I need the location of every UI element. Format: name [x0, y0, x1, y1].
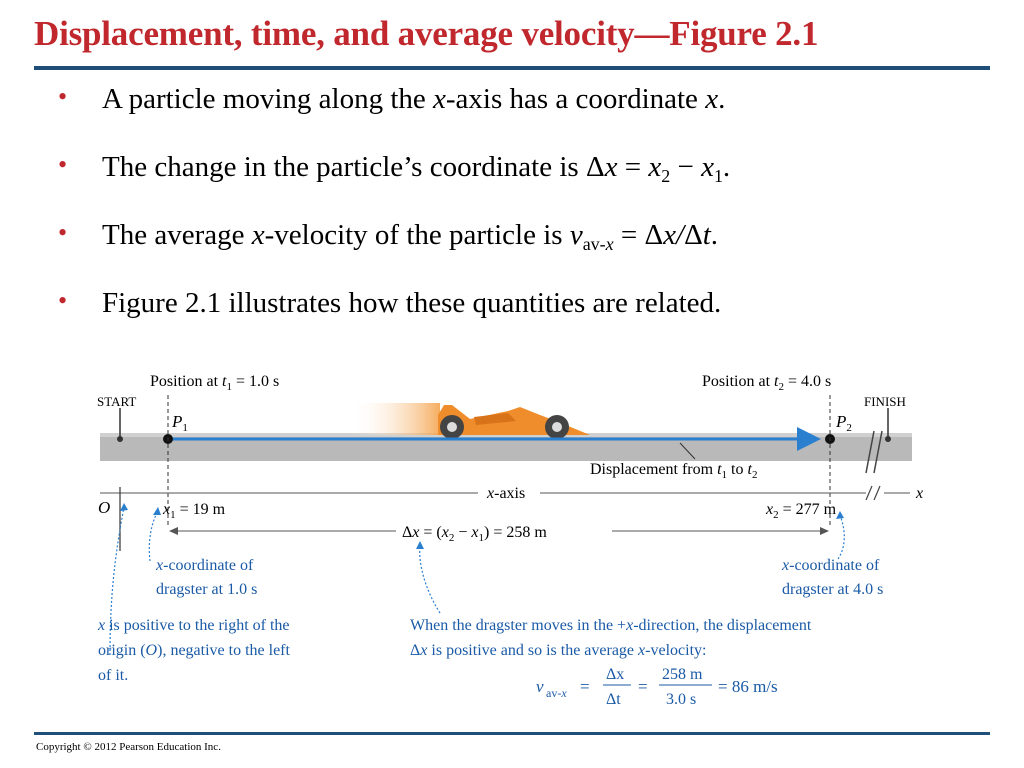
svg-text:3.0 s: 3.0 s [666, 691, 697, 708]
svg-text:=: = [580, 677, 590, 696]
p1-label: $P_1$ [172, 412, 188, 434]
bullet-item: • The change in the particle’s coordinate is $\Delta x = x_2 - x_1$. [58, 150, 731, 186]
finish-label: FINISH [864, 394, 906, 409]
delta-x-label: $\Delta x = (x_2 - x_1) = 258$ m [402, 524, 547, 544]
x-axis-end-label: x [916, 485, 924, 502]
note-x2-coordinate: x-coordinate of dragster at 4.0 s [782, 557, 884, 598]
bullet-item: • A particle moving along the x-axis has a coordinate x. [58, 82, 726, 115]
figure-2-1 [0, 355, 1024, 725]
svg-text:av-x: av-x [546, 686, 567, 700]
p2-label: $P_2$ [836, 412, 852, 434]
svg-text:v: v [536, 677, 544, 696]
x2-value: $x_2 = 277$ m [766, 501, 837, 521]
start-label: START [97, 394, 137, 409]
dragster-car-icon [350, 403, 590, 439]
bullet-list [58, 82, 988, 354]
axis-break-icon [866, 486, 880, 500]
svg-text:Δx: Δx [606, 666, 625, 683]
x-axis-label: x-axis [487, 485, 526, 502]
leader-dx [420, 545, 440, 613]
finish-post-icon [885, 408, 891, 442]
note-origin: x is positive to the right of the origin (O), negative to the left of it. [98, 617, 290, 684]
start-post-icon [117, 408, 123, 442]
x1-value: $x_1 = 19$ m [163, 501, 226, 521]
svg-text:= 86 m/s: = 86 m/s [718, 677, 778, 696]
footer-divider [34, 732, 990, 735]
velocity-formula [536, 666, 778, 708]
track [100, 433, 912, 461]
bullet-dot-icon: • [58, 218, 68, 247]
slide-title: Displacement, time, and average velocity—Figure 2.1 [34, 14, 819, 53]
displacement-caption: Displacement from $t_1$ to $t_2$ [590, 461, 758, 481]
svg-text:Δt: Δt [606, 691, 621, 708]
leader-x2 [838, 515, 844, 559]
note-x1-coordinate: x-coordinate of dragster at 1.0 s [156, 557, 258, 598]
bullet-item: • Figure 2.1 illustrates how these quantities are related. [58, 286, 722, 319]
leader-x1 [149, 511, 158, 561]
svg-text:258 m: 258 m [662, 666, 703, 683]
bullet-item: • The average x-velocity of the particle is $v_{av-x} = \Delta x/\Delta t$. [58, 218, 719, 254]
svg-text:=: = [638, 677, 648, 696]
bullet-dot-icon: • [58, 150, 68, 179]
bullet-dot-icon: • [58, 286, 68, 315]
position-t2-label: Position at $t_2 = 4.0$ s [702, 373, 832, 393]
title-divider [34, 66, 990, 70]
copyright-footer: Copyright © 2012 Pearson Education Inc. [36, 741, 221, 753]
position-t1-label: Position at $t_1 = 1.0$ s [150, 373, 280, 393]
origin-label: O [98, 498, 111, 517]
note-displacement: When the dragster moves in the +x-direction, the displacement Δx is positive and so is the average x-velocity: [410, 617, 812, 659]
bullet-dot-icon: • [58, 82, 68, 111]
